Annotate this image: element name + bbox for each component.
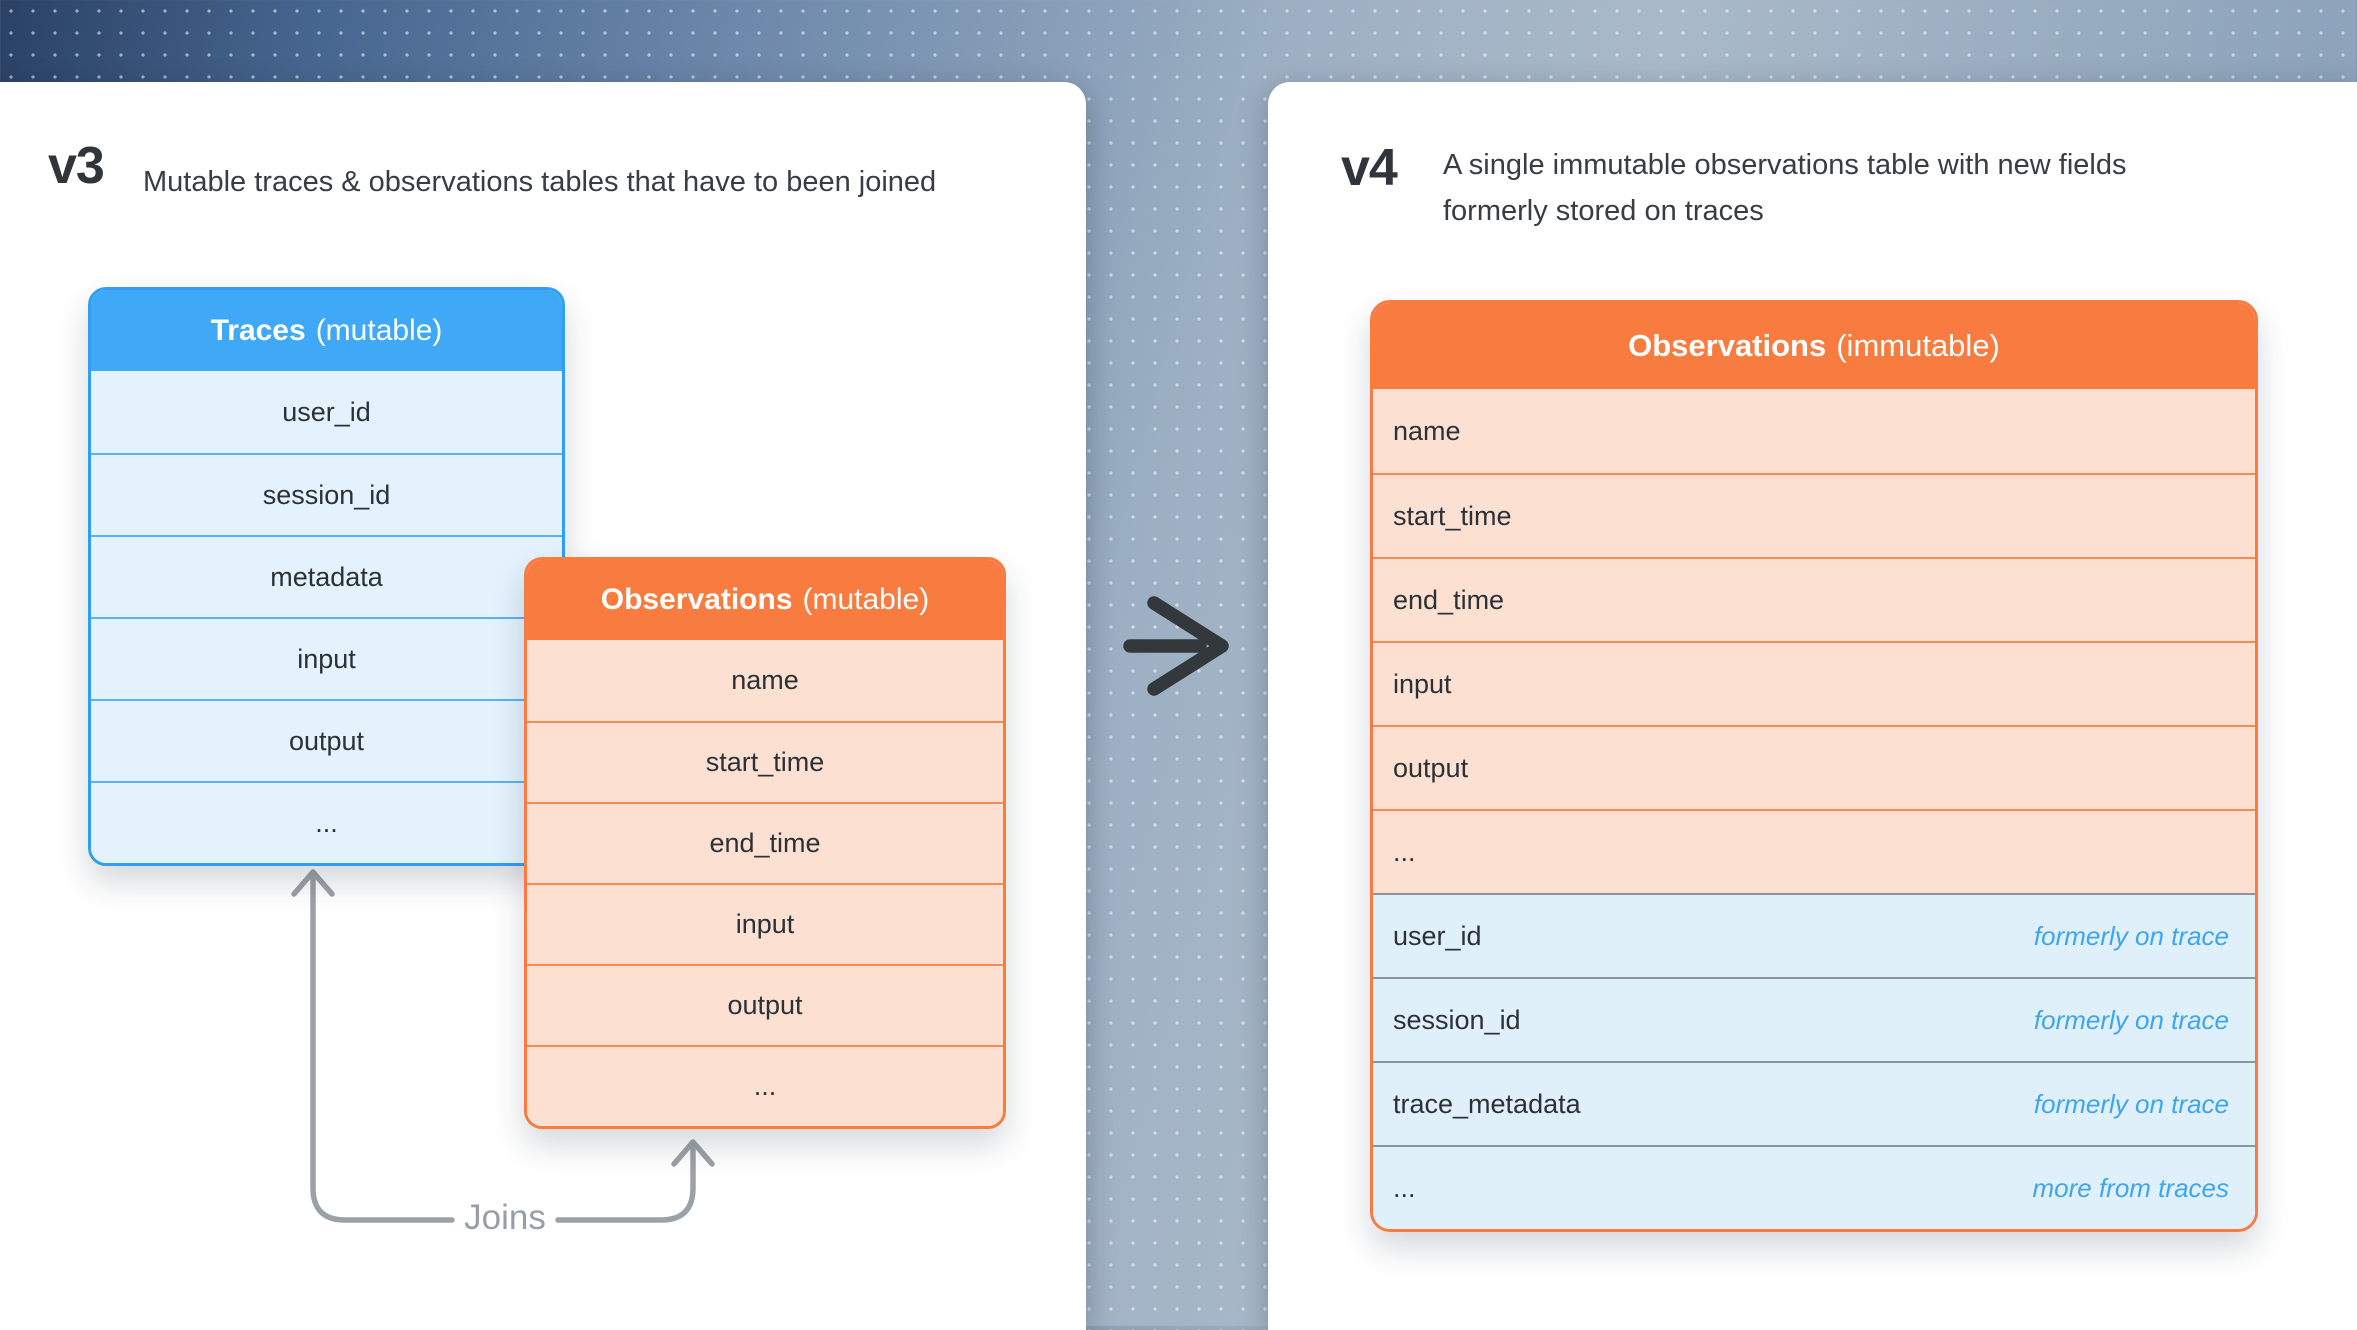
field-name: user_id	[1393, 920, 1482, 951]
transition-arrow-icon	[1100, 588, 1240, 706]
field-name: trace_metadata	[1393, 1088, 1581, 1119]
table-row	[91, 453, 562, 535]
v4-panel	[1268, 82, 2357, 1330]
table-row	[527, 640, 1003, 721]
table-row	[91, 535, 562, 617]
observations-immutable-table	[1370, 300, 2258, 1232]
field-name: user_id	[282, 396, 371, 427]
table-row	[1373, 977, 2255, 1061]
field-origin-note: more from traces	[2032, 1172, 2229, 1203]
table-row	[91, 699, 562, 781]
table-row	[1373, 809, 2255, 893]
field-name: output	[288, 725, 365, 756]
table-row	[91, 371, 562, 453]
table-row	[91, 781, 562, 863]
table-rows	[1373, 389, 2255, 1229]
table-row	[1373, 641, 2255, 725]
table-title-suffix: (mutable)	[315, 313, 443, 347]
field-name: session_id	[262, 479, 391, 510]
field-name: ...	[753, 1071, 777, 1101]
table-row	[91, 617, 562, 699]
table-row	[1373, 473, 2255, 557]
field-name: output	[727, 990, 803, 1020]
v4-subtitle-line1: A single immutable observations table with new fields	[1443, 149, 2127, 181]
field-name: input	[297, 643, 356, 674]
table-row	[527, 883, 1003, 964]
field-origin-note: formerly on trace	[2033, 920, 2229, 951]
field-name: end_time	[1393, 584, 1505, 615]
table-row	[527, 964, 1003, 1045]
field-name: output	[1393, 752, 1469, 783]
table-row	[1373, 1061, 2255, 1145]
table-rows	[527, 640, 1003, 1126]
table-header	[1373, 303, 2255, 389]
version-label-v3: v3	[48, 137, 104, 195]
traces-table	[88, 287, 565, 866]
field-name: name	[731, 665, 799, 695]
field-name: input	[735, 909, 795, 939]
v3-subtitle: Mutable traces & observations tables that have to been joined	[143, 166, 937, 198]
table-row	[1373, 389, 2255, 473]
field-origin-note: formerly on trace	[2033, 1088, 2229, 1119]
field-origin-note: formerly on trace	[2033, 1004, 2229, 1035]
joins-arrow-right-icon	[558, 1142, 712, 1220]
v4-subtitle-line2: formerly stored on traces	[1443, 195, 1764, 227]
field-name: start_time	[705, 747, 825, 777]
version-label-v4: v4	[1341, 139, 1397, 197]
table-row	[1373, 893, 2255, 977]
field-name: name	[1393, 415, 1461, 446]
joins-arrow-left-icon	[294, 872, 452, 1220]
table-row	[1373, 725, 2255, 809]
table-title: Observations	[600, 583, 793, 616]
observations-mutable-table	[524, 557, 1006, 1129]
joins-label: Joins	[464, 1198, 546, 1237]
table-header	[91, 290, 562, 371]
v4-subtitle	[1443, 142, 2126, 234]
field-name: metadata	[270, 561, 383, 592]
table-title: Traces	[210, 313, 306, 347]
field-name: ...	[1393, 836, 1416, 867]
table-header	[527, 560, 1003, 640]
table-rows	[91, 371, 562, 863]
table-title-suffix: (immutable)	[1836, 328, 2000, 363]
table-row	[1373, 557, 2255, 641]
field-name: session_id	[1393, 1004, 1521, 1035]
field-name: input	[1393, 668, 1452, 699]
table-row	[527, 802, 1003, 883]
v3-panel	[0, 82, 1086, 1330]
table-title-suffix: (mutable)	[802, 583, 930, 616]
table-row	[1373, 1145, 2255, 1229]
field-name: end_time	[709, 828, 821, 858]
field-name: ...	[1393, 1172, 1416, 1203]
table-row	[527, 1045, 1003, 1126]
field-name: ...	[315, 807, 338, 838]
table-title: Observations	[1628, 328, 1827, 363]
table-row	[527, 721, 1003, 802]
field-name: start_time	[1393, 500, 1512, 531]
